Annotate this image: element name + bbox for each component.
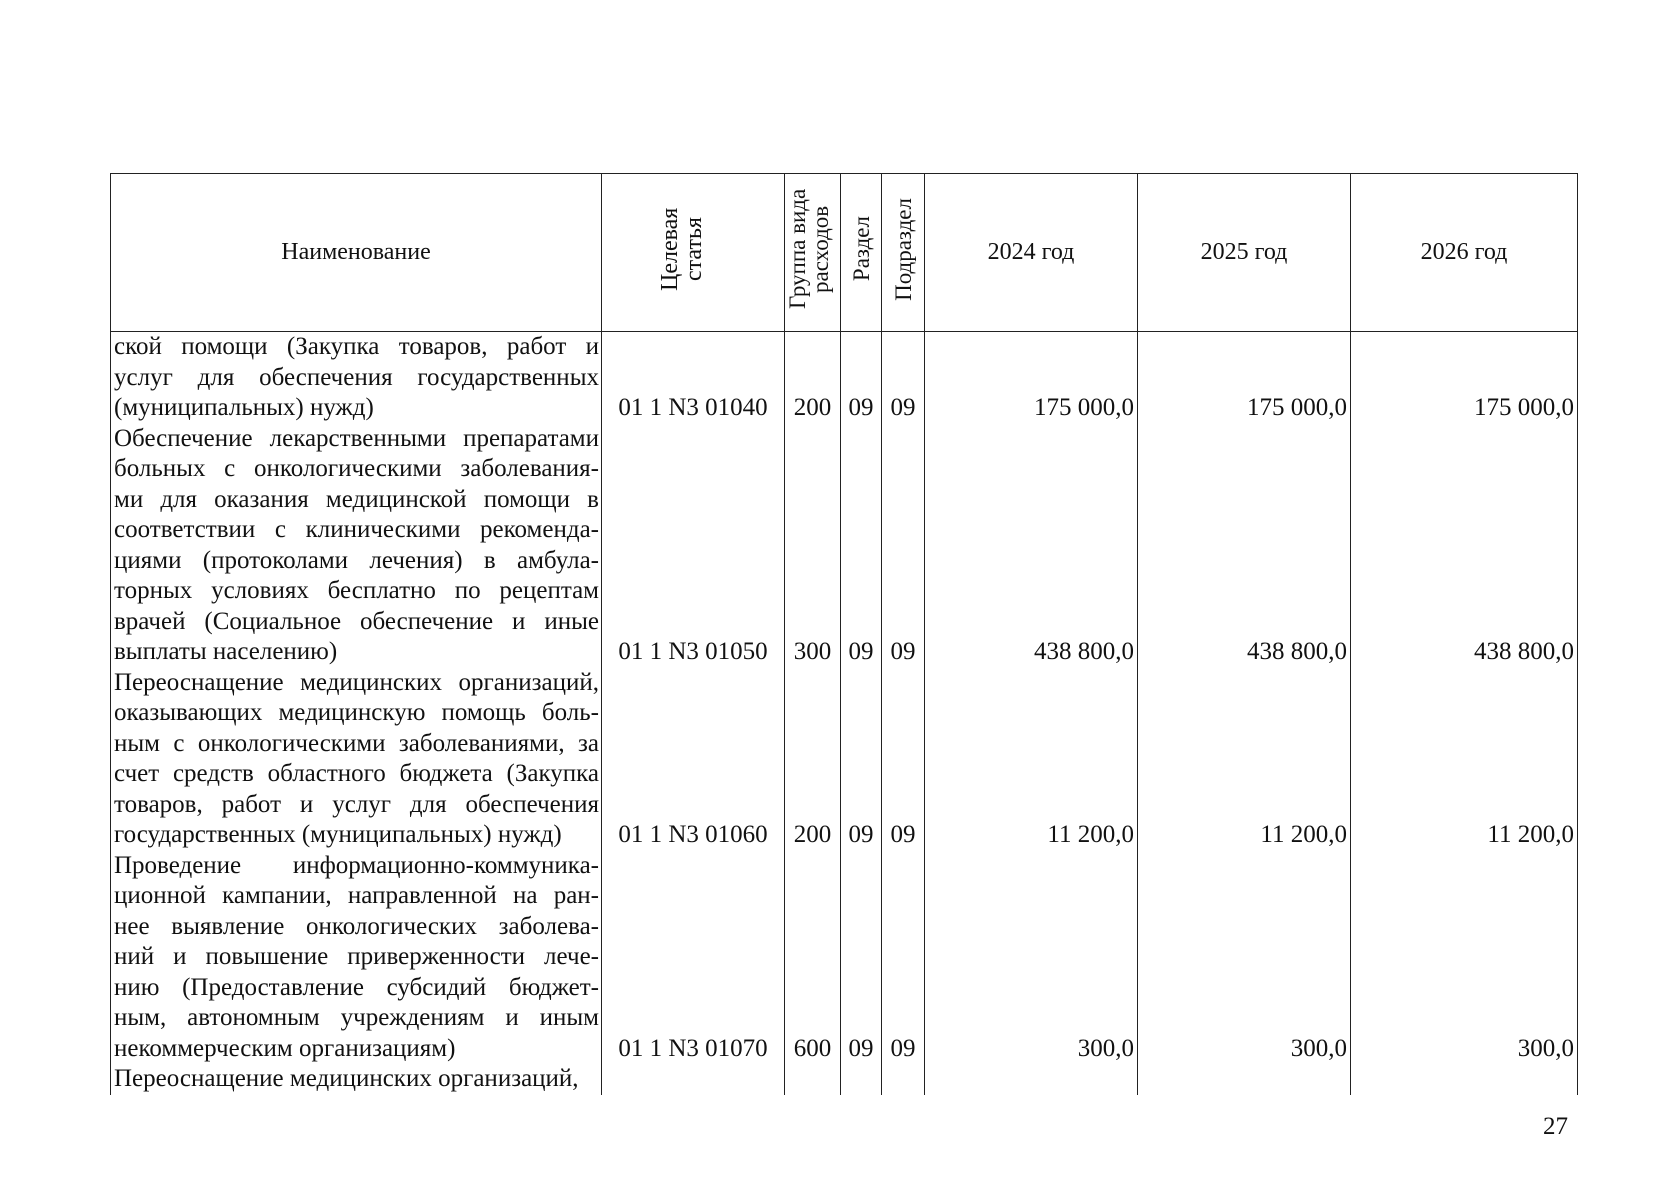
row-2024: 11 200,0 bbox=[925, 668, 1138, 851]
header-2025: 2025 год bbox=[1138, 174, 1351, 332]
row-2024: 300,0 bbox=[925, 851, 1138, 1065]
table-row bbox=[111, 668, 1578, 851]
row-2025: 300,0 bbox=[1138, 851, 1351, 1065]
table-header-row bbox=[111, 174, 1578, 332]
header-name: Наименование bbox=[111, 174, 602, 332]
budget-table bbox=[110, 173, 1578, 1095]
row-name: Проведение информационно-коммуника- ционной кампании, направленной на ран- нее выявление онкологических заболева- ний и повышение приверженности лече- нию (Предоставление субсидий бюджет- ным, автономным учреждениям и иным некоммерческим организациям) bbox=[111, 851, 602, 1065]
row-group: 200 bbox=[785, 332, 841, 424]
header-target-article: Целевая статья bbox=[602, 174, 785, 332]
table-row bbox=[111, 851, 1578, 1065]
row-2026: 175 000,0 bbox=[1351, 332, 1578, 424]
row-article: 01 1 N3 01050 bbox=[602, 424, 785, 668]
row-subsection: 09 bbox=[882, 851, 925, 1065]
row-subsection: 09 bbox=[882, 424, 925, 668]
row-2025: 11 200,0 bbox=[1138, 668, 1351, 851]
row-section: 09 bbox=[841, 332, 882, 424]
row-name: Переоснащение медицинских организаций, bbox=[111, 1064, 602, 1095]
row-2026: 300,0 bbox=[1351, 851, 1578, 1065]
header-section: Раздел bbox=[841, 174, 882, 332]
row-group: 600 bbox=[785, 851, 841, 1065]
table-row-continued bbox=[111, 1064, 1578, 1095]
row-2026: 438 800,0 bbox=[1351, 424, 1578, 668]
row-name: ской помощи (Закупка товаров, работ и услуг для обеспечения государственных (муниципальных) нужд) bbox=[111, 332, 602, 424]
row-2025: 175 000,0 bbox=[1138, 332, 1351, 424]
row-2024: 175 000,0 bbox=[925, 332, 1138, 424]
row-article: 01 1 N3 01060 bbox=[602, 668, 785, 851]
row-group: 200 bbox=[785, 668, 841, 851]
row-subsection: 09 bbox=[882, 332, 925, 424]
header-subsection: Подраздел bbox=[882, 174, 925, 332]
row-2026: 11 200,0 bbox=[1351, 668, 1578, 851]
table-row bbox=[111, 332, 1578, 424]
table-row bbox=[111, 424, 1578, 668]
row-2024: 438 800,0 bbox=[925, 424, 1138, 668]
row-name: Обеспечение лекарственными препаратами больных с онкологическими заболевания- ми для оказания медицинской помощи в соответствии с клиническими рекоменда- циями (протоколами лечения) в амбула- торных условиях бесплатно по рецептам врачей (Социальное обеспечение и иные выплаты населению) bbox=[111, 424, 602, 668]
row-article: 01 1 N3 01040 bbox=[602, 332, 785, 424]
row-article: 01 1 N3 01070 bbox=[602, 851, 785, 1065]
row-subsection: 09 bbox=[882, 668, 925, 851]
row-section: 09 bbox=[841, 424, 882, 668]
page-number: 27 bbox=[1543, 1113, 1568, 1140]
row-section: 09 bbox=[841, 851, 882, 1065]
header-2026: 2026 год bbox=[1351, 174, 1578, 332]
header-2024: 2024 год bbox=[925, 174, 1138, 332]
header-expense-group: Группа вида расходов bbox=[785, 174, 841, 332]
row-name: Переоснащение медицинских организаций, оказывающих медицинскую помощь боль- ным с онкологическими заболеваниями, за счет средств областного бюджета (Закупка товаров, работ и услуг для обеспечения государственных (муниципальных) нужд) bbox=[111, 668, 602, 851]
row-2025: 438 800,0 bbox=[1138, 424, 1351, 668]
row-section: 09 bbox=[841, 668, 882, 851]
row-group: 300 bbox=[785, 424, 841, 668]
